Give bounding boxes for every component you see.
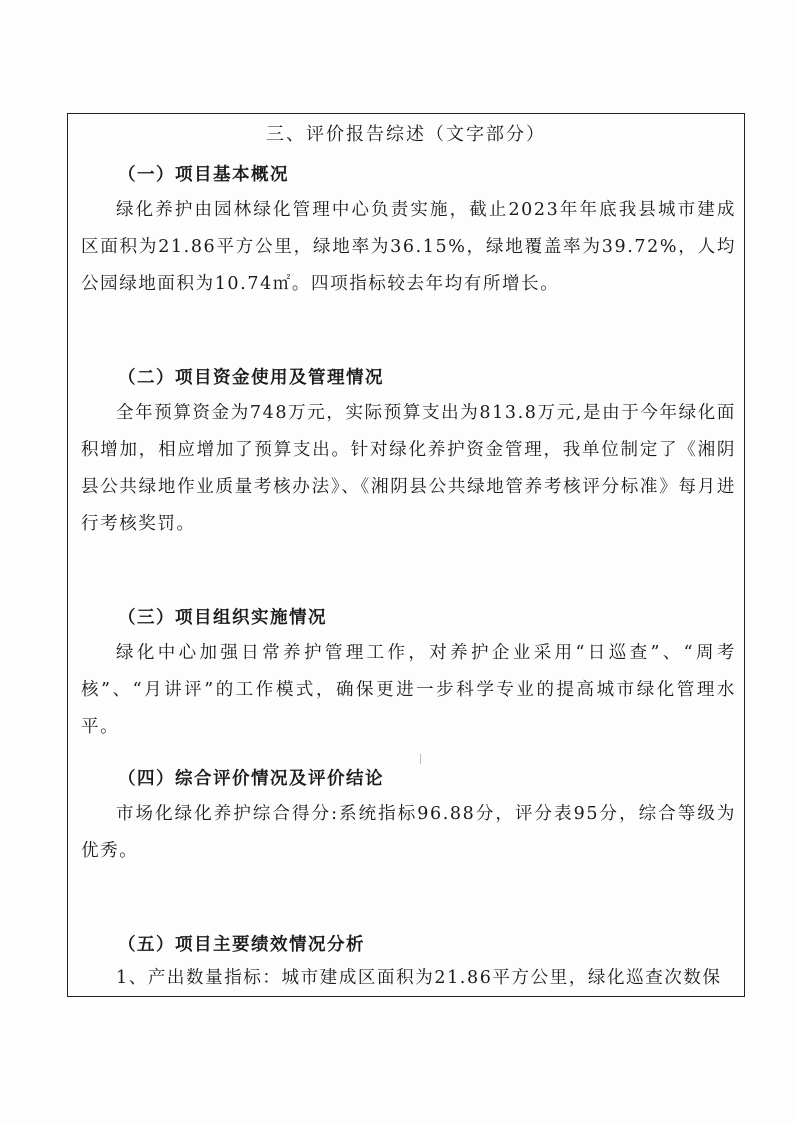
- section-1-body: 绿化养护由园林绿化管理中心负责实施，截止2023年年底我县城市建成区面积为21.86平方公里，绿地率为36.15%，绿地覆盖率为39.72%，人均公园绿地面积为10.74㎡。四项指标较去年均有所增长。: [81, 200, 736, 294]
- section-2-body: 全年预算资金为748万元，实际预算支出为813.8万元,是由于今年绿化面积增加，相应增加了预算支出。针对绿化养护资金管理，我单位制定了《湘阴县公共绿地作业质量考核办法》、《湘阴县公共绿地管养考核评分标准》每月进行考核奖罚。: [81, 403, 736, 534]
- scan-mark: [420, 754, 421, 764]
- section-1-heading: （一）项目基本概况: [118, 165, 289, 185]
- section-5-heading: （五）项目主要绩效情况分析: [118, 935, 365, 955]
- section-3-heading: （三）项目组织实施情况: [118, 608, 327, 628]
- section-2-heading: （二）项目资金使用及管理情况: [118, 368, 384, 388]
- section-4-heading: （四）综合评价情况及评价结论: [118, 769, 384, 789]
- report-frame: [67, 113, 745, 997]
- section-5-body: 1、产出数量指标：城市建成区面积为21.86平方公里，绿化巡查次数保: [116, 968, 722, 988]
- section-4-body: 市场化绿化养护综合得分:系统指标96.88分，评分表95分，综合等级为优秀。: [81, 804, 736, 861]
- report-title: 三、评价报告综述（文字部分）: [266, 124, 546, 145]
- section-3-body: 绿化中心加强日常养护管理工作，对养护企业采用“日巡查”、“周考核”、“月讲评”的工作模式，确保更进一步科学专业的提高城市绿化管理水平。: [81, 643, 736, 737]
